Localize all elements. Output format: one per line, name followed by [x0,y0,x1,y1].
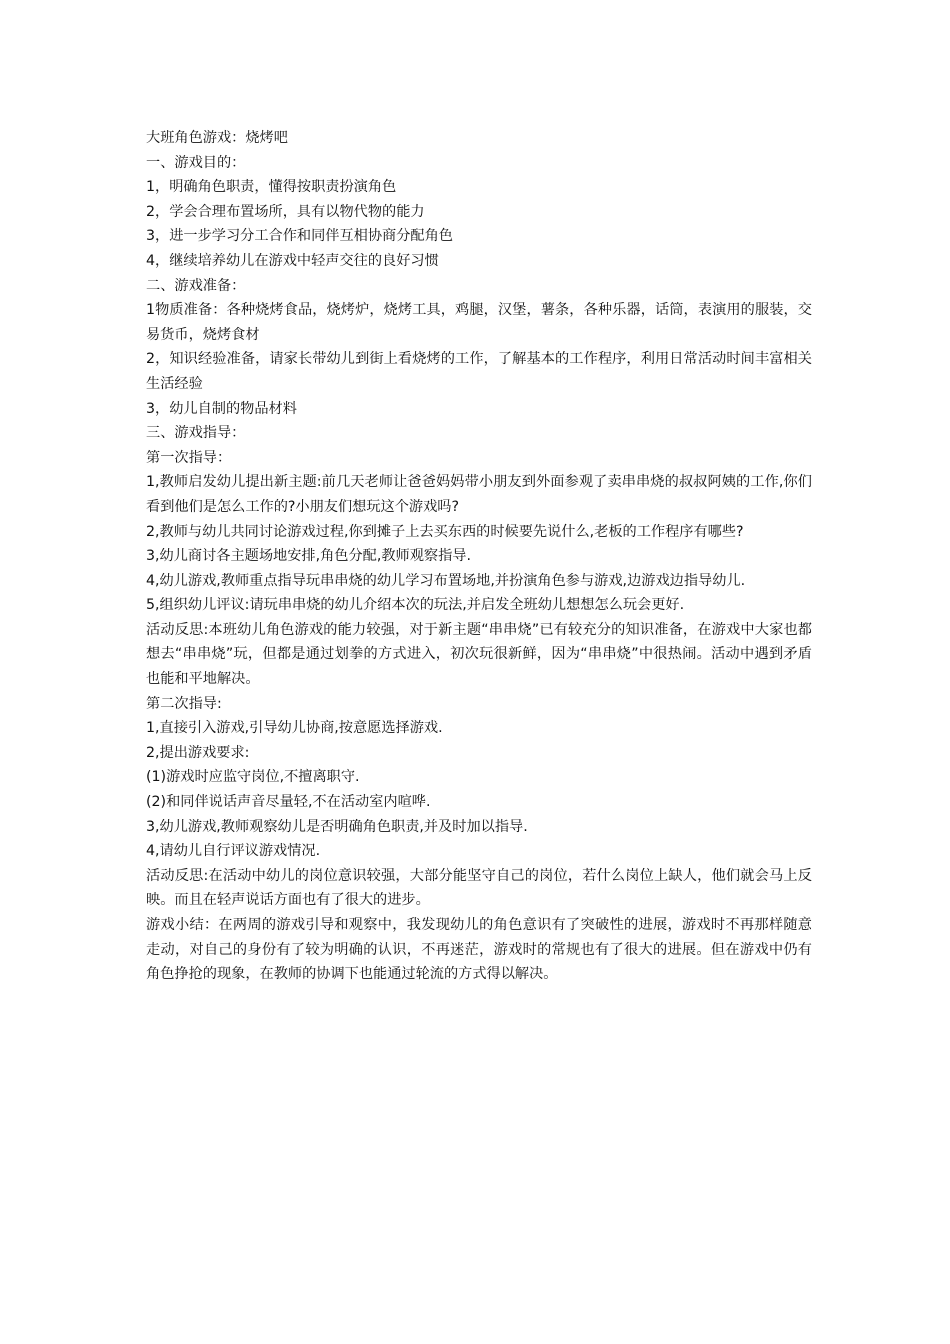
section-heading-guidance: 三、游戏指导： [146,425,246,442]
preparation-item: 2，知识经验准备，请家长带幼儿到街上看烧烤的工作，了解基本的工作程序，利用日常活动时间丰富相关生活经验 [146,351,812,392]
goal-item: 1，明确角色职责，懂得按职责扮演角色 [146,179,397,196]
guidance-step: 4,幼儿游戏,教师重点指导玩串串烧的幼儿学习布置场地,并扮演角色参与游戏,边游戏边指导幼儿. [146,572,746,589]
guidance-step: 1,教师启发幼儿提出新主题:前几天老师让爸爸妈妈带小朋友到外面参观了卖串串烧的叔叔阿姨的工作,你们看到他们是怎么工作的?小朋友们想玩这个游戏吗? [146,474,812,515]
guidance-step: 1,直接引入游戏,引导幼儿协商,按意愿选择游戏. [146,720,443,737]
reflection-paragraph: 活动反思:本班幼儿角色游戏的能力较强，对于新主题“串串烧”已有较充分的知识准备，在游戏中大家也都想去“串串烧”玩，但都是通过划拳的方式进入，初次玩很新鲜，因为“串串烧”中很热闹。活动中遇到矛盾也能和平地解决。 [146,621,812,688]
preparation-item: 1物质准备：各种烧烤食品，烧烤炉，烧烤工具，鸡腿，汉堡，薯条，各种乐器，话筒，表演用的服装，交易货币，烧烤食材 [146,302,812,343]
requirement-item: (2)和同伴说话声音尽量轻,不在活动室内喧哗. [146,794,431,811]
summary-paragraph: 游戏小结：在两周的游戏引导和观察中，我发现幼儿的角色意识有了突破性的进展，游戏时不再那样随意走动，对自己的身份有了较为明确的认识，不再迷茫，游戏时的常规也有了很大的进展。但在游戏中仍有角色挣抢的现象，在教师的协调下也能通过轮流的方式得以解决。 [146,917,812,983]
goal-item: 2，学会合理布置场所，具有以物代物的能力 [146,203,425,220]
section-heading-preparation: 二、游戏准备： [146,277,246,294]
guidance-step: 5,组织幼儿评议:请玩串串烧的幼儿介绍本次的玩法,并启发全班幼儿想想怎么玩会更好. [146,597,685,614]
document-title: 大班角色游戏：烧烤吧 [146,130,288,146]
requirement-item: (1)游戏时应监守岗位,不擅离职守. [146,769,360,786]
subheading-second-guidance: 第二次指导: [146,695,222,712]
preparation-item: 3，幼儿自制的物品材料 [146,400,297,417]
goal-item: 4，继续培养幼儿在游戏中轻声交往的良好习惯 [146,252,439,269]
goal-item: 3，进一步学习分工合作和同伴互相协商分配角色 [146,228,453,245]
document-page [146,126,812,987]
guidance-step: 2,提出游戏要求: [146,744,250,761]
guidance-step: 4,请幼儿自行评议游戏情况. [146,843,321,860]
guidance-step: 2,教师与幼儿共同讨论游戏过程,你到摊子上去买东西的时候要先说什么,老板的工作程序有哪些? [146,523,744,540]
subheading-first-guidance: 第一次指导： [146,449,232,466]
guidance-step: 3,幼儿游戏,教师观察幼儿是否明确角色职责,并及时加以指导. [146,818,528,835]
reflection-paragraph: 活动反思:在活动中幼儿的岗位意识较强，大部分能坚守自己的岗位，若什么岗位上缺人，他们就会马上反映。而且在轻声说话方面也有了很大的进步。 [146,867,812,909]
guidance-step: 3,幼儿商讨各主题场地安排,角色分配,教师观察指导. [146,548,472,565]
section-heading-goals: 一、游戏目的： [146,154,246,171]
